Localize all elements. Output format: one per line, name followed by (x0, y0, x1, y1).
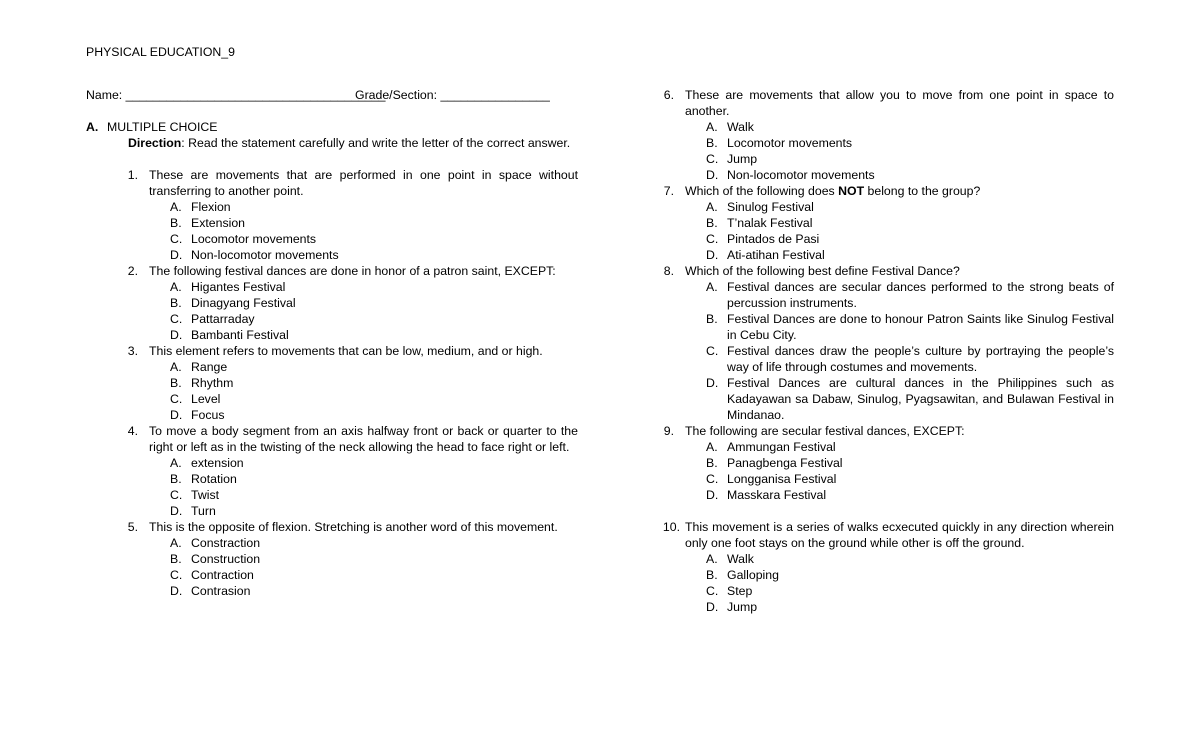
question-number: 5. (127, 520, 138, 534)
question-text: The following festival dances are done in honor of a patron saint, EXCEPT: (149, 264, 556, 278)
direction-line (128, 135, 570, 151)
question-text: To move a body segment from an axis halfway front or back or quarter to the right or left as in the twisting of the neck allowing the head to face right or left. (149, 424, 578, 454)
question-number: 4. (127, 424, 138, 438)
name-field-label: Name: ______________________________________ (86, 88, 386, 102)
question-number: 8. (663, 264, 674, 278)
question-number: 2. (127, 264, 138, 278)
question-number: 1. (127, 168, 138, 182)
direction-label: Direction (128, 136, 182, 150)
question-number: 6. (663, 88, 674, 102)
question-number: 10. (662, 520, 680, 534)
question-number: 9. (663, 424, 674, 438)
option-text: Festival Dances are cultural dances in the Philippines such as Kadayawan sa Dabaw, Sinulog, Pyagsawitan, and Bulawan Festival in Mindanao. (727, 376, 1114, 422)
option-text: Festival dances draw the people’s culture by portraying the people’s way of life through costumes and movements. (727, 344, 1114, 374)
emphasis-not: NOT (838, 184, 865, 198)
section-letter: A. (86, 120, 99, 134)
question-text: This element refers to movements that can be low, medium, and or high. (149, 344, 543, 358)
question-text: Which of the following does NOT belong to the group? (685, 184, 981, 198)
question-text: Which of the following best define Festival Dance? (685, 264, 960, 278)
option-text: Festival Dances are done to honour Patron Saints like Sinulog Festival in Cebu City. (727, 312, 1114, 342)
question-number: 7. (663, 184, 674, 198)
question-text: This movement is a series of walks ecxecuted quickly in any direction wherein only one foot stays on the ground while other is off the ground. (685, 520, 1114, 550)
option-letter: C. (706, 344, 719, 358)
option-letter: D. (706, 376, 719, 390)
question-number: 3. (127, 344, 138, 358)
document-title: PHYSICAL EDUCATION_9 (86, 45, 235, 59)
option-text: Festival dances are secular dances performed to the strong beats of percussion instruments. (727, 280, 1114, 310)
question-text: The following are secular festival dances, EXCEPT: (685, 424, 965, 438)
option-letter: B. (706, 312, 718, 326)
section-title: MULTIPLE CHOICE (107, 120, 218, 134)
option-letter: A. (706, 280, 718, 294)
question-text: These are movements that are performed in one point in space without transferring to another point. (149, 168, 578, 198)
question-text: This is the opposite of flexion. Stretching is another word of this movement. (149, 520, 558, 534)
grade-section-label: Grade/Section: ________________ (355, 88, 550, 102)
direction-text: : Read the statement carefully and write the letter of the correct answer. (181, 136, 571, 150)
question-text: These are movements that allow you to move from one point in space to another. (685, 88, 1114, 118)
